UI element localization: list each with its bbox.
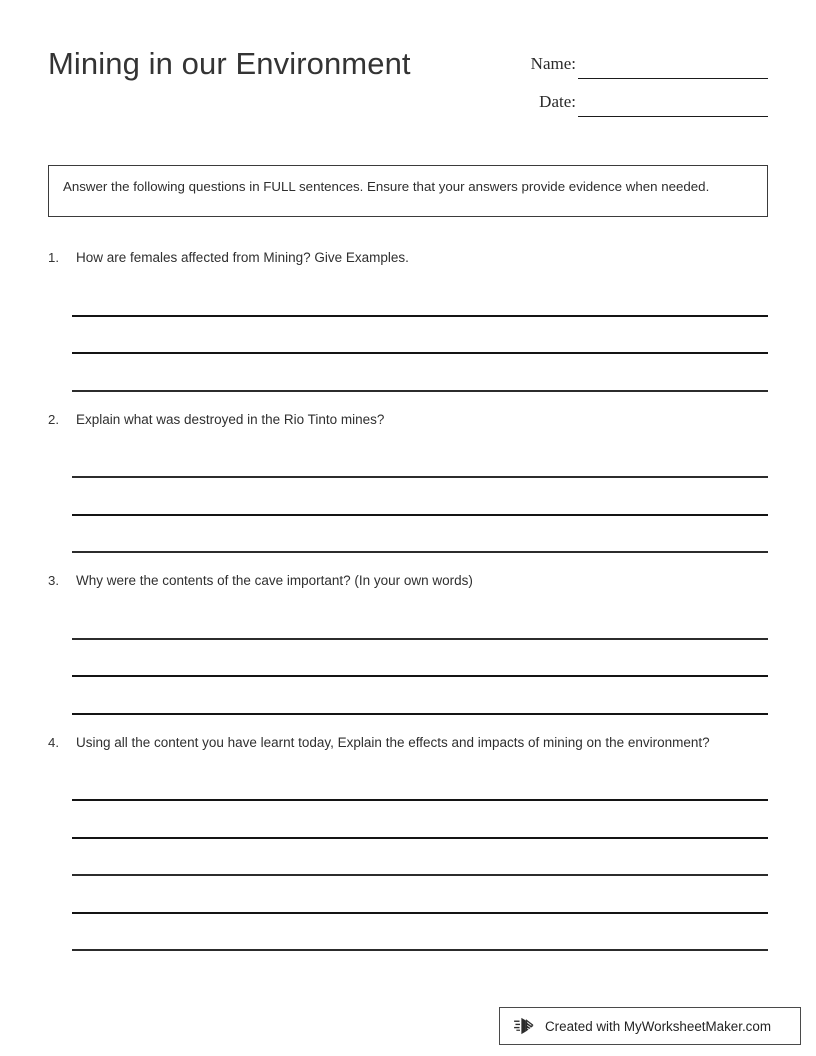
- question-text: How are females affected from Mining? Give Examples.: [76, 250, 409, 265]
- question-text: Using all the content you have learnt today, Explain the effects and impacts of mining on the environment?: [76, 734, 710, 750]
- instruction-text: Answer the following questions in FULL sentences. Ensure that your answers provide evidence when needed.: [63, 179, 710, 194]
- answer-line[interactable]: [72, 876, 768, 914]
- question-item: [48, 248, 768, 392]
- answer-line[interactable]: [72, 279, 768, 317]
- question-number: 3.: [48, 573, 59, 588]
- question-number: 2.: [48, 411, 59, 427]
- answer-line[interactable]: [72, 354, 768, 392]
- question-heading: [48, 410, 768, 430]
- answer-lines[interactable]: [48, 602, 768, 715]
- answer-line[interactable]: [72, 317, 768, 355]
- question-heading: [48, 248, 768, 268]
- answer-lines[interactable]: [48, 279, 768, 392]
- name-field-label: Name:: [530, 54, 576, 73]
- worksheet-header: [48, 44, 768, 120]
- question-heading: [48, 571, 768, 591]
- answer-lines[interactable]: [48, 441, 768, 554]
- answer-line[interactable]: [72, 516, 768, 554]
- pen-nib-icon: [514, 1016, 536, 1036]
- created-with-label: Created with MyWorksheetMaker.com: [545, 1018, 771, 1034]
- question-heading: [48, 733, 768, 753]
- student-info-block: [510, 52, 768, 128]
- question-text: Explain what was destroyed in the Rio Tinto mines?: [76, 411, 385, 427]
- created-with-badge[interactable]: [499, 1007, 801, 1045]
- question-number: 4.: [48, 734, 59, 750]
- answer-line[interactable]: [72, 478, 768, 516]
- answer-line[interactable]: [72, 441, 768, 479]
- answer-line[interactable]: [72, 839, 768, 877]
- instruction-box: [48, 165, 768, 217]
- answer-line[interactable]: [72, 801, 768, 839]
- date-field-label: Date:: [539, 92, 576, 111]
- answer-line[interactable]: [72, 764, 768, 802]
- answer-line[interactable]: [72, 914, 768, 952]
- question-text: Why were the contents of the cave important? (In your own words): [76, 573, 473, 588]
- question-number: 1.: [48, 250, 59, 265]
- answer-line[interactable]: [72, 677, 768, 715]
- date-input-rule[interactable]: [578, 116, 768, 117]
- question-item: [48, 733, 768, 952]
- question-list: [48, 248, 768, 969]
- question-item: [48, 571, 768, 715]
- answer-lines[interactable]: [48, 764, 768, 952]
- answer-line[interactable]: [72, 602, 768, 640]
- answer-line[interactable]: [72, 640, 768, 678]
- name-input-rule[interactable]: [578, 78, 768, 79]
- page-title: Mining in our Environment: [48, 46, 411, 81]
- date-field-row: [510, 90, 768, 128]
- question-item: [48, 410, 768, 554]
- name-field-row: [510, 52, 768, 90]
